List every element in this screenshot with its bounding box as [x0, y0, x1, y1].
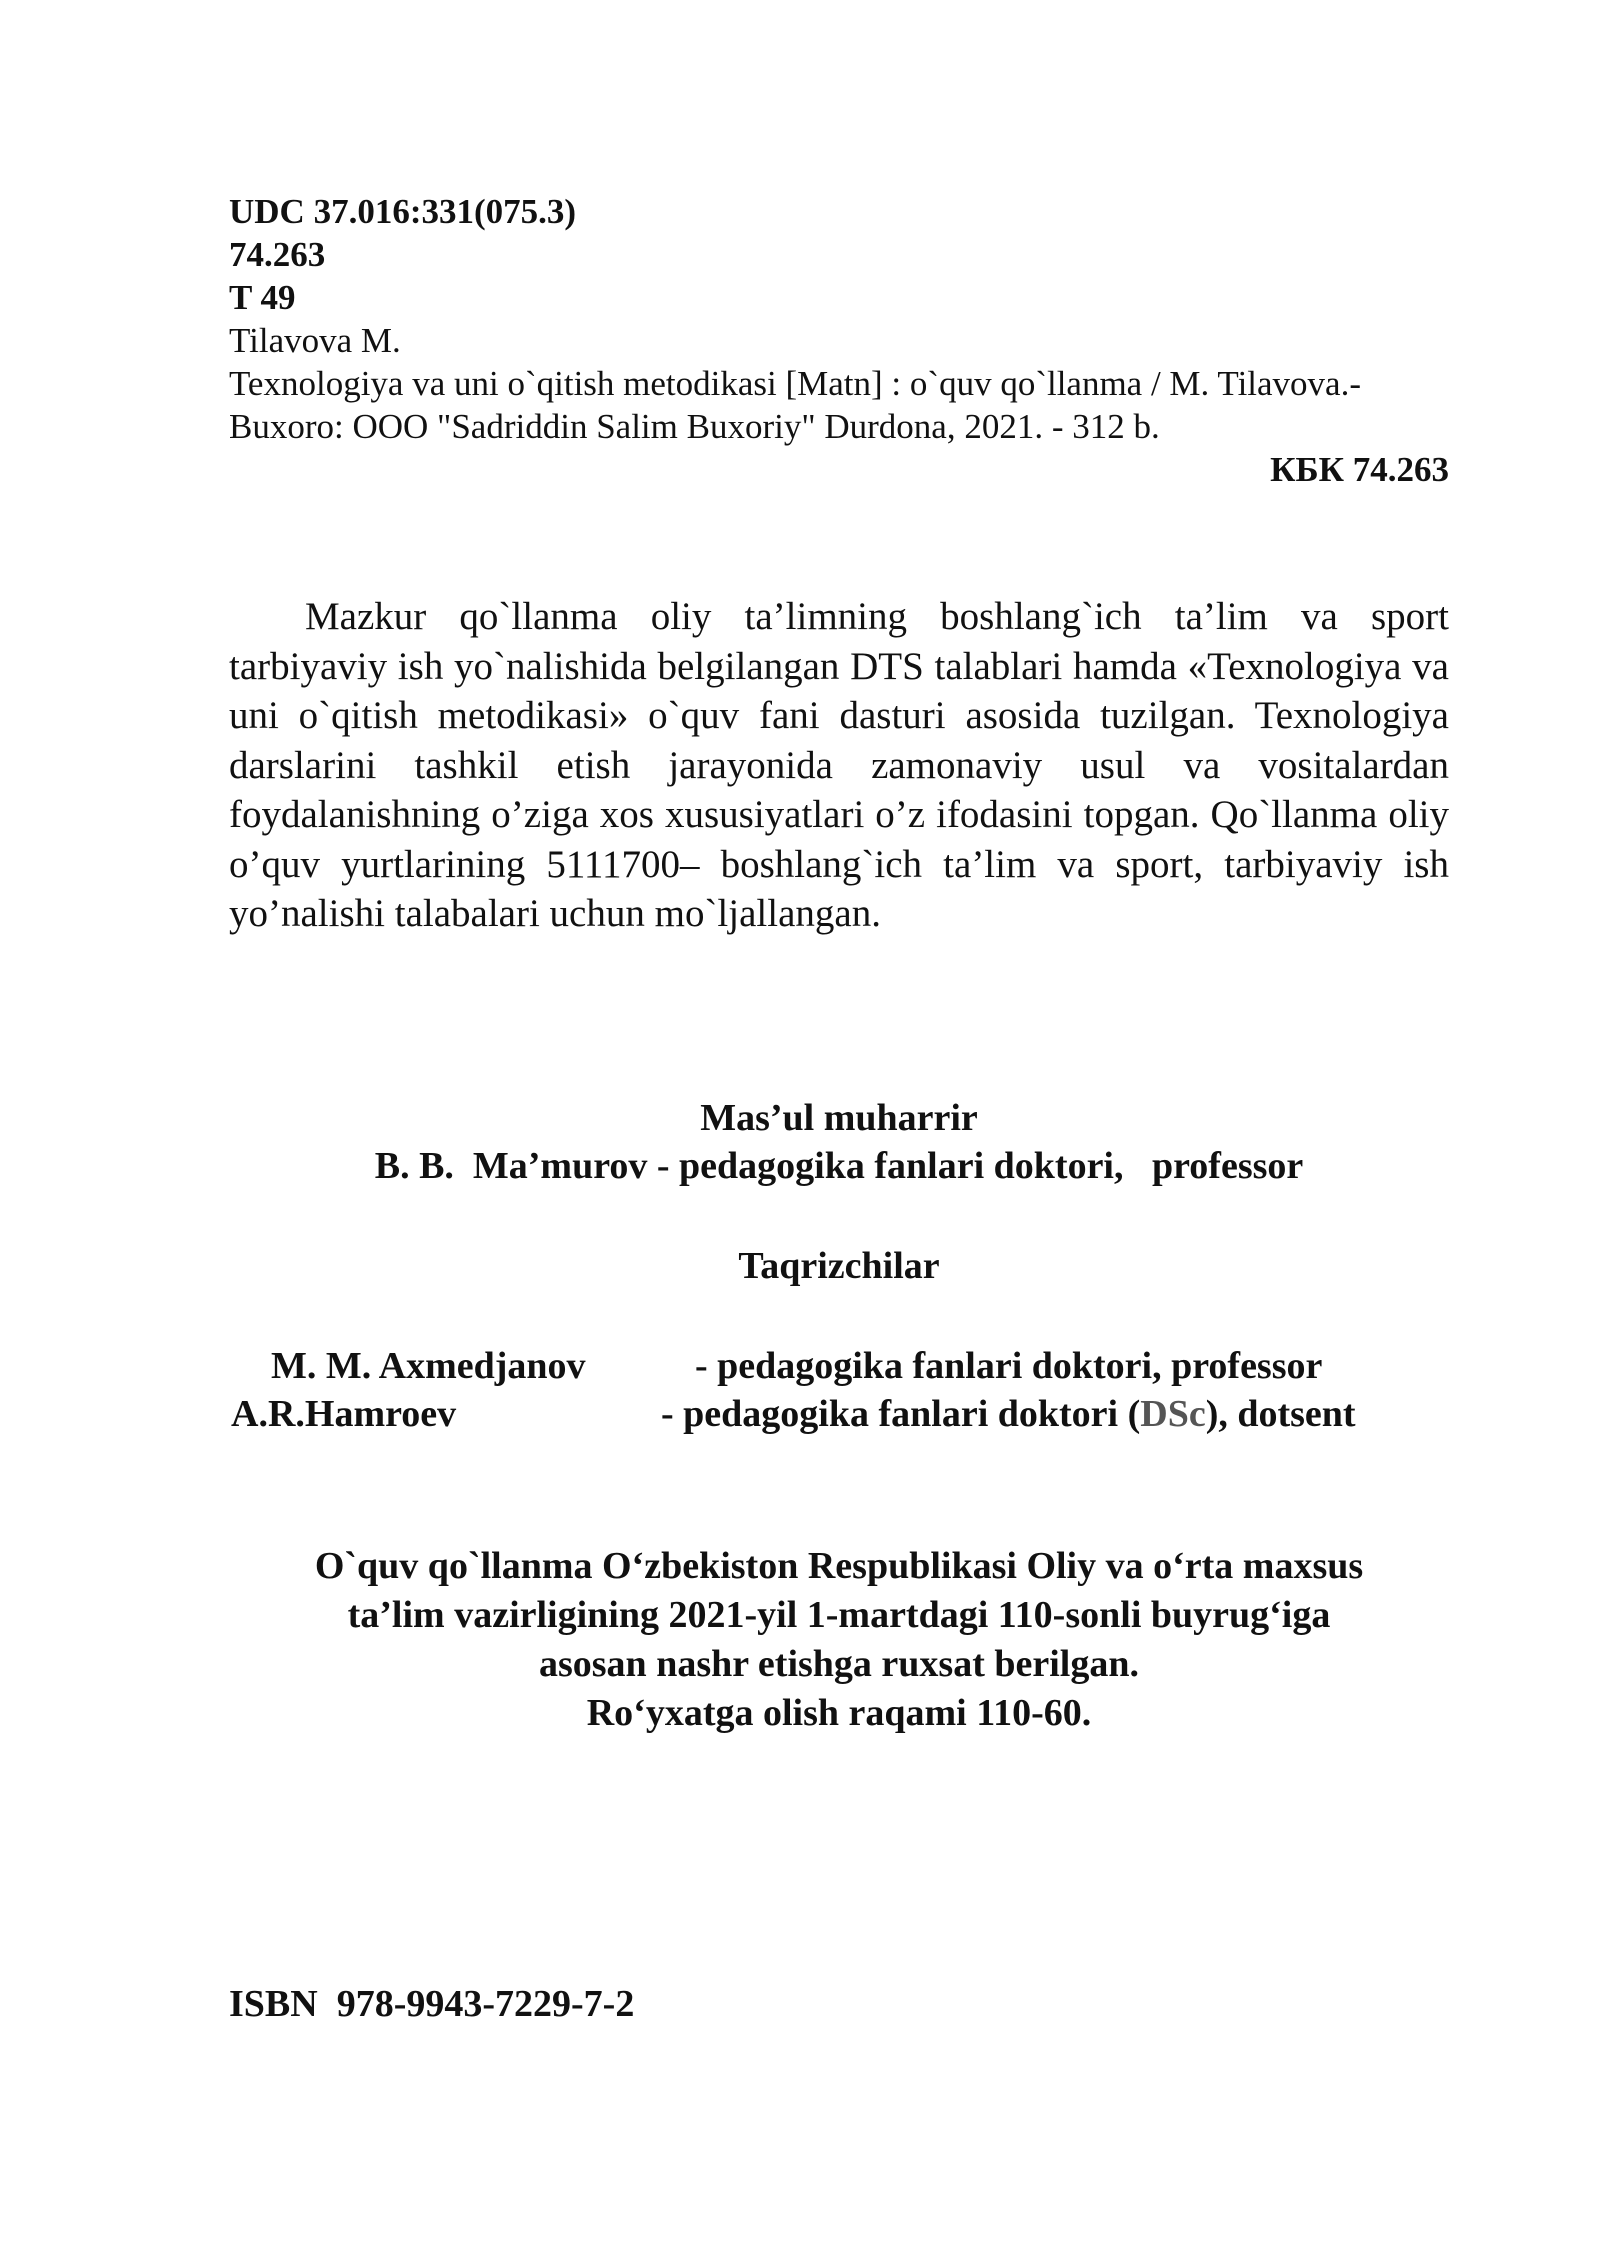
author-name: Tilavova M.	[229, 321, 401, 360]
approval-line: O`quv qo`llanma O‘zbekiston Respublikasi Oliy va o‘rta maxsus	[314, 1545, 1364, 1587]
reviewer-name: M. M. Axmedjanov	[271, 1345, 586, 1387]
bbk-code: 74.263	[229, 235, 326, 274]
editor-person: B. B. Ma’murov - pedagogika fanlari doktori, professor	[374, 1145, 1304, 1187]
reviewer-name: A.R.Hamroev	[231, 1393, 457, 1435]
reviewers-heading: Taqrizchilar	[738, 1245, 940, 1287]
registration-number: Ro‘yxatga olish raqami 110-60.	[586, 1692, 1092, 1734]
reviewer-title-suffix: ), dotsent	[1205, 1393, 1356, 1435]
isbn-number: ISBN 978-9943-7229-7-2	[229, 1983, 635, 2025]
author-mark: T 49	[229, 278, 296, 317]
bbk-classification: КБК 74.263	[1270, 450, 1449, 489]
approval-line: asosan nashr etishga ruxsat berilgan.	[538, 1643, 1139, 1685]
reviewer-title-text: - pedagogika fanlari doktori (	[661, 1393, 1141, 1435]
approval-statement	[229, 1542, 1449, 1738]
udc-code: UDC 37.016:331(075.3)	[229, 192, 577, 231]
responsible-editor	[229, 1094, 1449, 1190]
annotation-paragraph: Mazkur qo`llanma oliy ta’limning boshlang`ich ta’lim va sport tarbiyaviy ish yo`nalishida belgilangan DTS talablari hamda «Texnologiya va uni o`qitish metodikasi» o`quv fani dasturi asosida tuzilgan. Texnologiya darslarini tashkil etish jarayonida zamonaviy usul va vositalardan foydalanishning o’ziga xos xususiyatlari o’z ifodasini topgan. Qo`llanma oliy o’quv yurtlarining 5111700– boshlang`ich ta’lim va sport, tarbiyaviy ish yo’nalishi talabalari uchun mo`ljallangan.	[229, 595, 1449, 935]
bibliographic-record	[229, 190, 1449, 491]
bibliographic-description: Texnologiya va uni o`qitish metodikasi [Matn] : o`quv qo`llanma / M. Tilavova.- Buxoro: OOO "Sadriddin Salim Buxoriy" Durdona, 2021. - 312 b.	[229, 364, 1361, 446]
reviewer-degree: DSc	[1140, 1393, 1206, 1435]
reviewer-title	[661, 1390, 1356, 1438]
reviewer-row	[229, 1390, 1449, 1438]
editor-heading: Mas’ul muharrir	[700, 1097, 978, 1139]
reviewer-row	[229, 1342, 1449, 1390]
approval-line: ta’lim vazirligining 2021-yil 1-martdagi 110-sonli buyrug‘iga	[347, 1594, 1331, 1636]
reviewer-title: - pedagogika fanlari doktori, professor	[695, 1345, 1323, 1387]
